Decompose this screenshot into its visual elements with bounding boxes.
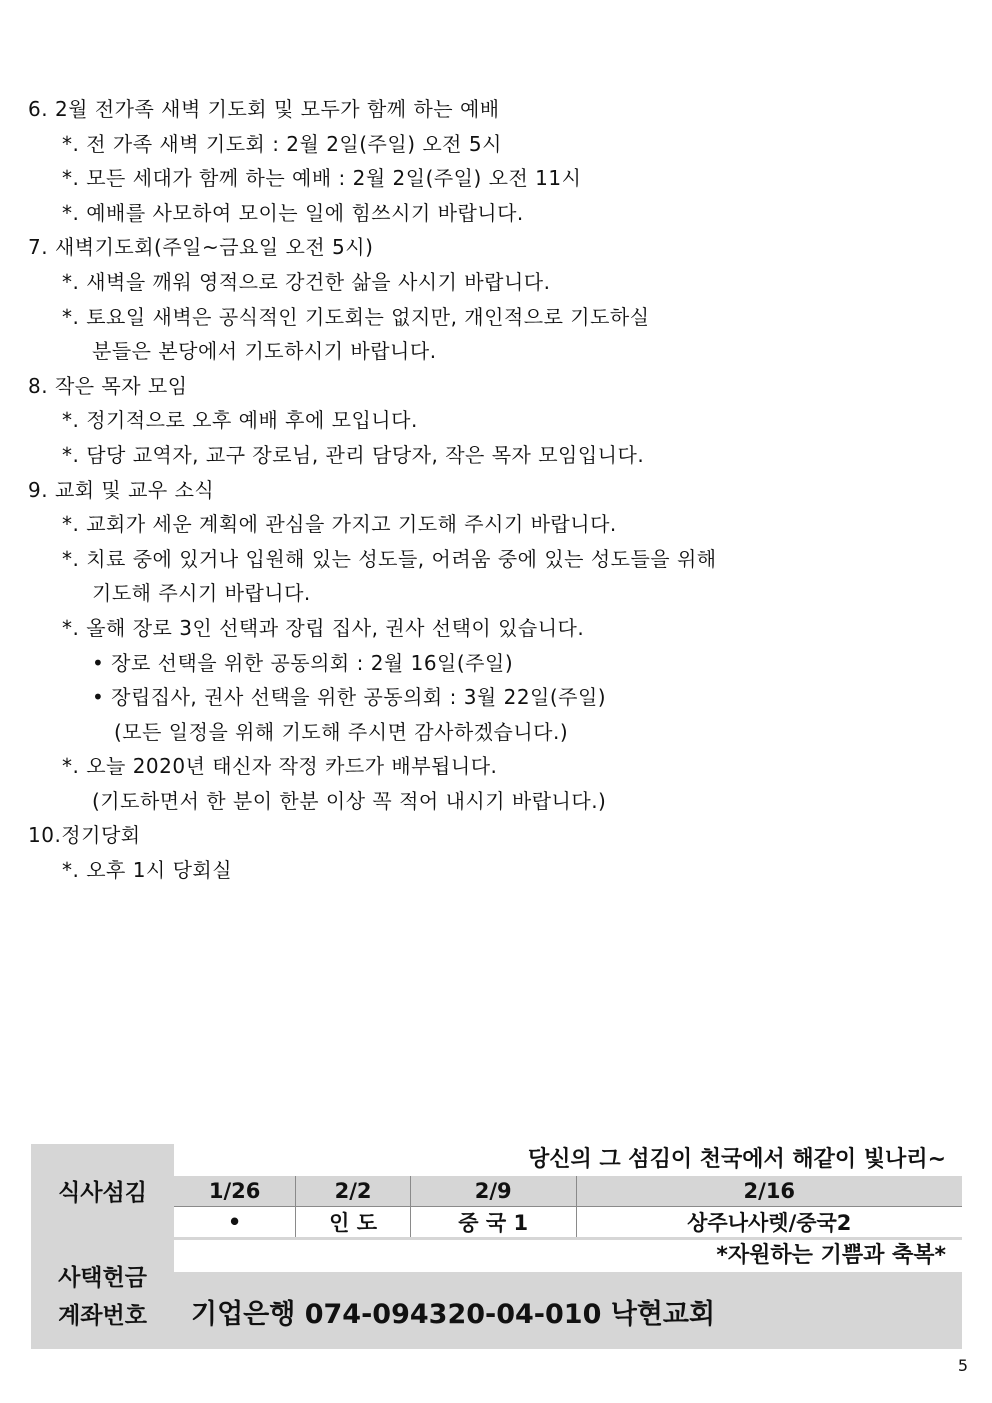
notice-heading: 7. 새벽기도회(주일~금요일 오전 5시) [28,235,374,260]
schedule-assignment: • [174,1207,296,1238]
notice-subitem: • 장립집사, 권사 선택을 위한 공동의회 : 3월 22일(주일) [92,685,607,710]
notice-item: *. 전 가족 새벽 기도회 : 2월 2일(주일) 오전 5시 [62,131,502,156]
schedule-date: 2/16 [576,1176,962,1207]
offering-motto: *자원하는 기쁨과 축복* [174,1240,962,1272]
meal-service-tagline: 당신의 그 섬김이 천국에서 해같이 빛나리~ [174,1144,962,1176]
service-info-box [31,1144,962,1349]
notice-item: *. 교회가 세운 계획에 관심을 가지고 기도해 주시기 바랍니다. [62,512,617,537]
notice-item: *. 새벽을 깨워 영적으로 강건한 삶을 사시기 바랍니다. [62,269,551,294]
bank-account: 기업은행 074-094320-04-010 낙현교회 [191,1299,716,1330]
notice-subitem: • 장로 선택을 위한 공동의회 : 2월 16일(주일) [92,650,514,675]
schedule-date: 2/9 [410,1176,576,1207]
meal-service-label: 식사섬김 [58,1180,147,1206]
notice-heading: 6. 2월 전가족 새벽 기도회 및 모두가 함께 하는 예배 [28,97,500,121]
notice-item: *. 치료 중에 있거나 입원해 있는 성도들, 어려움 중에 있는 성도들을 위해 [62,546,717,571]
schedule-date: 1/26 [174,1176,296,1207]
page-number: 5 [957,1356,968,1375]
notice-item: *. 오늘 2020년 태신자 작정 카드가 배부됩니다. [62,754,498,779]
schedule-dates-row [174,1176,962,1207]
notice-item: *. 예배를 사모하여 모이는 일에 힘쓰시기 바랍니다. [62,200,524,225]
notices-list [28,92,968,888]
notice-item: *. 오후 1시 당회실 [62,858,233,883]
notice-item-continuation: (기도하면서 한 분이 한분 이상 꼭 적어 내시기 바랍니다.) [92,788,607,813]
notice-item-continuation: 기도해 주시기 바랍니다. [92,581,311,606]
notice-subitem-continuation: (모든 일정을 위해 기도해 주시면 감사하겠습니다.) [114,719,569,744]
notice-item: *. 담당 교역자, 교구 장로님, 관리 담당자, 작은 목자 모임입니다. [62,442,645,467]
notice-heading: 8. 작은 목자 모임 [28,373,188,398]
notice-heading: 10.정기당회 [28,823,141,848]
schedule-date: 2/2 [296,1176,410,1207]
account-label: 계좌번호 [58,1303,147,1329]
schedule-assignment: 중 국 1 [410,1207,576,1238]
notice-item: *. 토요일 새벽은 공식적인 기도회는 없지만, 개인적으로 기도하실 [62,304,650,329]
offering-label: 사택헌금 [58,1265,147,1291]
schedule-assignment: 인 도 [296,1207,410,1238]
notice-item: *. 정기적으로 오후 예배 후에 모입니다. [62,408,418,433]
meal-schedule-table [174,1176,962,1237]
schedule-assignment: 상주나사렛/중국2 [576,1207,962,1238]
notice-item: *. 올해 장로 3인 선택과 장립 집사, 권사 선택이 있습니다. [62,615,585,640]
notice-item-continuation: 분들은 본당에서 기도하시기 바랍니다. [92,339,437,364]
notice-item: *. 모든 세대가 함께 하는 예배 : 2월 2일(주일) 오전 11시 [62,166,582,191]
notice-heading: 9. 교회 및 교우 소식 [28,477,215,502]
schedule-assignments-row [174,1207,962,1238]
